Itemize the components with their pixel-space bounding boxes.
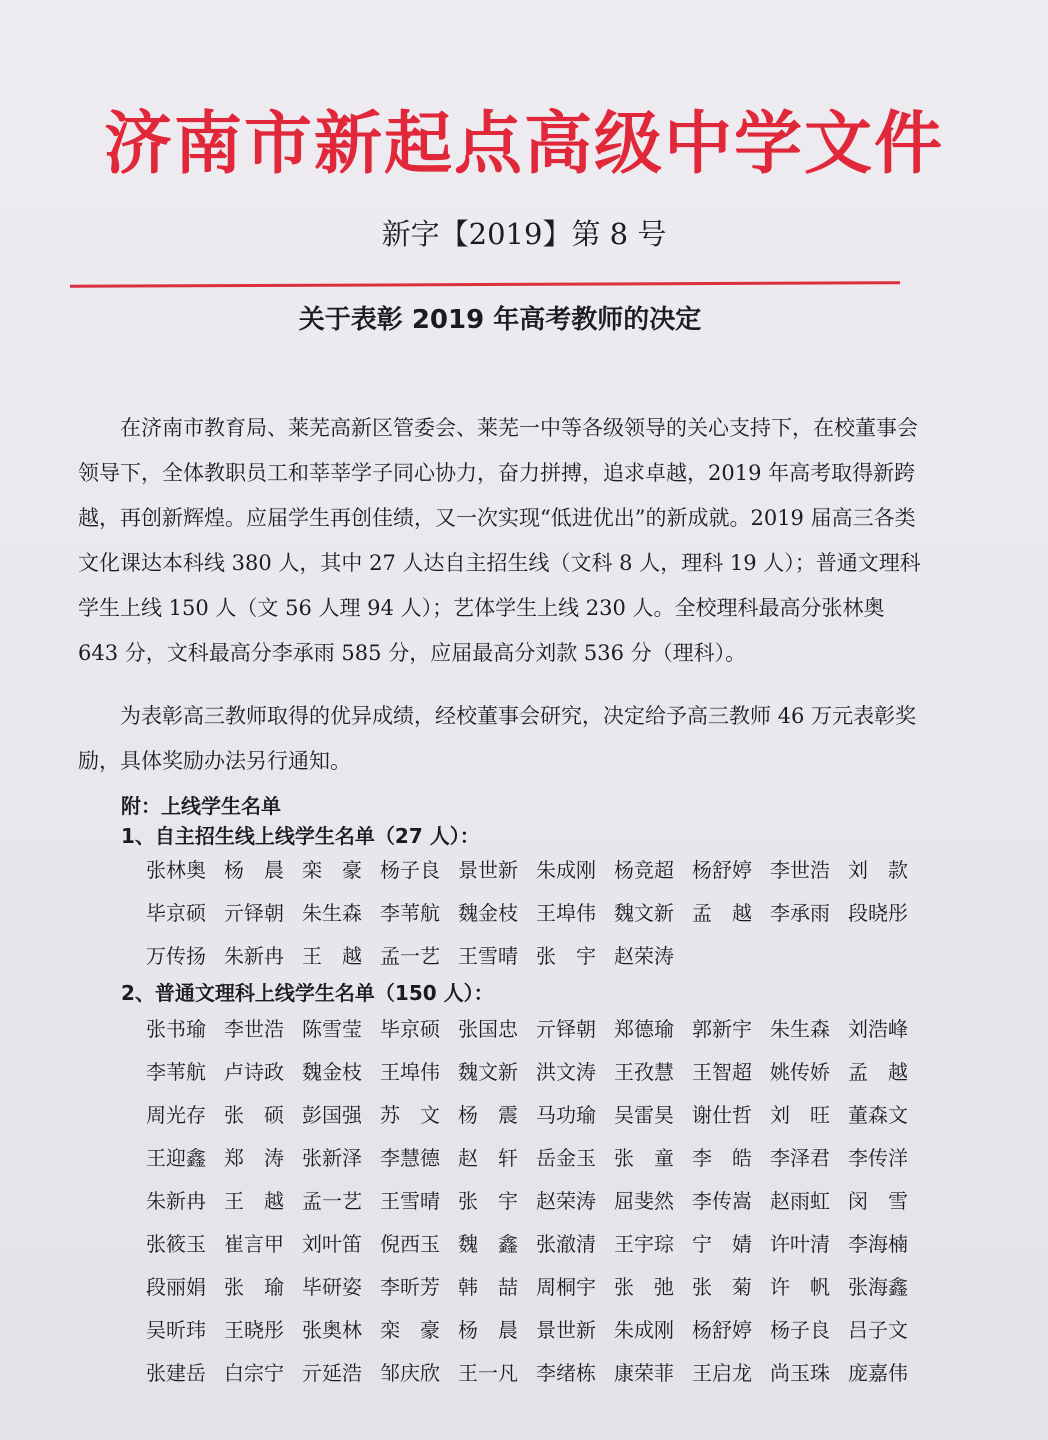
student-name: 亓铎朝 <box>536 1017 596 1041</box>
student-name: 许叶清 <box>770 1232 830 1256</box>
student-name: 万传扬 <box>146 944 206 968</box>
student-name: 栾 豪 <box>302 858 362 882</box>
student-name: 康荣菲 <box>614 1361 674 1385</box>
student-name: 王启龙 <box>692 1361 752 1385</box>
student-name: 郑 涛 <box>224 1146 284 1170</box>
student-name: 魏金枝 <box>302 1060 362 1084</box>
student-name: 孟 越 <box>692 901 752 925</box>
name-list <box>146 1008 926 1395</box>
body-paragraph: 为表彰高三教师取得的优异成绩，经校董事会研究，决定给予高三教师 46 万元表彰奖励，具体奖励办法另行通知。 <box>78 704 917 773</box>
student-name: 杨 晨 <box>458 1318 518 1342</box>
student-name: 王孜慧 <box>614 1060 674 1084</box>
name-list <box>146 849 926 978</box>
student-name: 张海鑫 <box>848 1275 908 1299</box>
student-name: 彭国强 <box>302 1103 362 1127</box>
student-name: 孟一艺 <box>302 1189 362 1213</box>
student-name: 周桐宇 <box>536 1275 596 1299</box>
student-name: 赵荣涛 <box>536 1189 596 1213</box>
student-name: 王 越 <box>224 1189 284 1213</box>
student-name: 李昕芳 <box>380 1275 440 1299</box>
student-name: 马功瑜 <box>536 1103 596 1127</box>
student-name: 杨 晨 <box>224 858 284 882</box>
student-name: 魏文新 <box>614 901 674 925</box>
student-name: 刘 款 <box>848 858 908 882</box>
student-name: 吕子文 <box>848 1318 908 1342</box>
student-name: 王宇琮 <box>614 1232 674 1256</box>
student-name: 亓延浩 <box>302 1361 362 1385</box>
student-name: 李绪栋 <box>536 1361 596 1385</box>
student-name: 孟 越 <box>848 1060 908 1084</box>
student-name: 苏 文 <box>380 1103 440 1127</box>
student-name: 王 越 <box>302 944 362 968</box>
student-name: 李苇航 <box>380 901 440 925</box>
student-name: 董森文 <box>848 1103 908 1127</box>
student-name: 张建岳 <box>146 1361 206 1385</box>
student-name: 李 皓 <box>692 1146 752 1170</box>
student-name: 李苇航 <box>146 1060 206 1084</box>
student-name: 李慧德 <box>380 1146 440 1170</box>
student-name: 宁 婧 <box>692 1232 752 1256</box>
student-name: 屈斐然 <box>614 1189 674 1213</box>
student-name: 李世浩 <box>224 1017 284 1041</box>
student-name: 崔言甲 <box>224 1232 284 1256</box>
student-name: 刘叶笛 <box>302 1232 362 1256</box>
student-name: 毕京硕 <box>380 1017 440 1041</box>
student-name: 刘浩峰 <box>848 1017 908 1041</box>
student-name: 张 菊 <box>692 1275 752 1299</box>
student-name: 刘 旺 <box>770 1103 830 1127</box>
student-name: 景世新 <box>458 858 518 882</box>
section-title: 1、自主招生线上线学生名单（27 人）： <box>121 824 480 848</box>
student-name: 杨 震 <box>458 1103 518 1127</box>
student-name: 张 硕 <box>224 1103 284 1127</box>
student-name: 杨子良 <box>380 858 440 882</box>
student-name: 王雪晴 <box>380 1189 440 1213</box>
student-name: 许 帆 <box>770 1275 830 1299</box>
student-name: 王埠伟 <box>536 901 596 925</box>
student-name: 杨子良 <box>770 1318 830 1342</box>
student-name: 赵 轩 <box>458 1146 518 1170</box>
student-name: 栾 豪 <box>380 1318 440 1342</box>
student-name: 白宗宁 <box>224 1361 284 1385</box>
student-name: 李传洋 <box>848 1146 908 1170</box>
student-name: 杨舒婷 <box>692 858 752 882</box>
student-name: 岳金玉 <box>536 1146 596 1170</box>
student-name: 魏金枝 <box>458 901 518 925</box>
student-name: 朱生森 <box>302 901 362 925</box>
student-name: 毕研姿 <box>302 1275 362 1299</box>
student-name: 闵 雪 <box>848 1189 908 1213</box>
student-name: 王迎鑫 <box>146 1146 206 1170</box>
student-name: 张奥林 <box>302 1318 362 1342</box>
student-name: 倪西玉 <box>380 1232 440 1256</box>
student-name: 张 瑜 <box>224 1275 284 1299</box>
student-name: 尚玉珠 <box>770 1361 830 1385</box>
appendix-title: 附：上线学生名单 <box>121 794 281 818</box>
student-name: 张 宇 <box>536 944 596 968</box>
decision-title: 关于表彰 2019 年高考教师的决定 <box>298 305 702 335</box>
student-name: 孟一艺 <box>380 944 440 968</box>
student-name: 张林奥 <box>146 858 206 882</box>
student-name: 景世新 <box>536 1318 596 1342</box>
student-name: 张 弛 <box>614 1275 674 1299</box>
student-name: 张 宇 <box>458 1189 518 1213</box>
student-name: 魏 鑫 <box>458 1232 518 1256</box>
student-name: 朱成刚 <box>614 1318 674 1342</box>
student-name: 赵荣涛 <box>614 944 674 968</box>
student-name: 李传嵩 <box>692 1189 752 1213</box>
student-name: 张澈清 <box>536 1232 596 1256</box>
student-name: 王一凡 <box>458 1361 518 1385</box>
document-number: 新字【2019】第 8 号 <box>381 217 667 251</box>
student-name: 吴昕玮 <box>146 1318 206 1342</box>
document-header-title: 济南市新起点高级中学文件 <box>103 105 944 184</box>
student-name: 段丽娟 <box>146 1275 206 1299</box>
student-name: 邹庆欣 <box>380 1361 440 1385</box>
student-name: 李承雨 <box>770 901 830 925</box>
student-name: 李泽君 <box>770 1146 830 1170</box>
student-name: 王雪晴 <box>458 944 518 968</box>
student-name: 张新泽 <box>302 1146 362 1170</box>
student-name: 杨舒婷 <box>692 1318 752 1342</box>
student-name: 张 童 <box>614 1146 674 1170</box>
student-name: 张筱玉 <box>146 1232 206 1256</box>
student-name: 亓铎朝 <box>224 901 284 925</box>
student-name: 段晓彤 <box>848 901 908 925</box>
student-name: 张书瑜 <box>146 1017 206 1041</box>
student-name: 赵雨虹 <box>770 1189 830 1213</box>
student-name: 朱成刚 <box>536 858 596 882</box>
student-name: 王埠伟 <box>380 1060 440 1084</box>
student-name: 魏文新 <box>458 1060 518 1084</box>
student-name: 李海楠 <box>848 1232 908 1256</box>
student-name: 韩 喆 <box>458 1275 518 1299</box>
student-name: 周光存 <box>146 1103 206 1127</box>
student-name: 朱新冉 <box>224 944 284 968</box>
student-name: 郑德瑜 <box>614 1017 674 1041</box>
student-name: 朱生森 <box>770 1017 830 1041</box>
student-name: 姚传娇 <box>770 1060 830 1084</box>
body-paragraph: 在济南市教育局、莱芜高新区管委会、莱芜一中等各级领导的关心支持下，在校董事会领导下，全体教职员工和莘莘学子同心协力，奋力拼搏，追求卓越，2019 年高考取得新跨越，再创新辉煌。应届学生再创佳绩，又一次实现“低进优出”的新成就。2019 届高三各类文化课达本科线 380 人，其中 27 人达自主招生线（文科 8 人，理科 19 人）；普通文理科学生上线 150 人（文 56 人理 94 人）；艺体学生上线 230 人。全校理科最高分张林奥 643 分，文科最高分李承雨 585 分，应届最高分刘款 536 分（理科）。 <box>78 416 921 665</box>
student-name: 李世浩 <box>770 858 830 882</box>
student-name: 谢仕哲 <box>692 1103 752 1127</box>
red-divider-line <box>70 281 900 288</box>
student-name: 朱新冉 <box>146 1189 206 1213</box>
student-name: 陈雪莹 <box>302 1017 362 1041</box>
student-name: 王晓彤 <box>224 1318 284 1342</box>
student-name: 杨竞超 <box>614 858 674 882</box>
student-name: 张国忠 <box>458 1017 518 1041</box>
section-title: 2、普通文理科上线学生名单（150 人）： <box>121 981 494 1005</box>
student-name: 吴雷昊 <box>614 1103 674 1127</box>
student-name: 庞嘉伟 <box>848 1361 908 1385</box>
student-name: 洪文涛 <box>536 1060 596 1084</box>
student-name: 卢诗政 <box>224 1060 284 1084</box>
student-name: 毕京硕 <box>146 901 206 925</box>
student-name: 郭新宇 <box>692 1017 752 1041</box>
student-name: 王智超 <box>692 1060 752 1084</box>
